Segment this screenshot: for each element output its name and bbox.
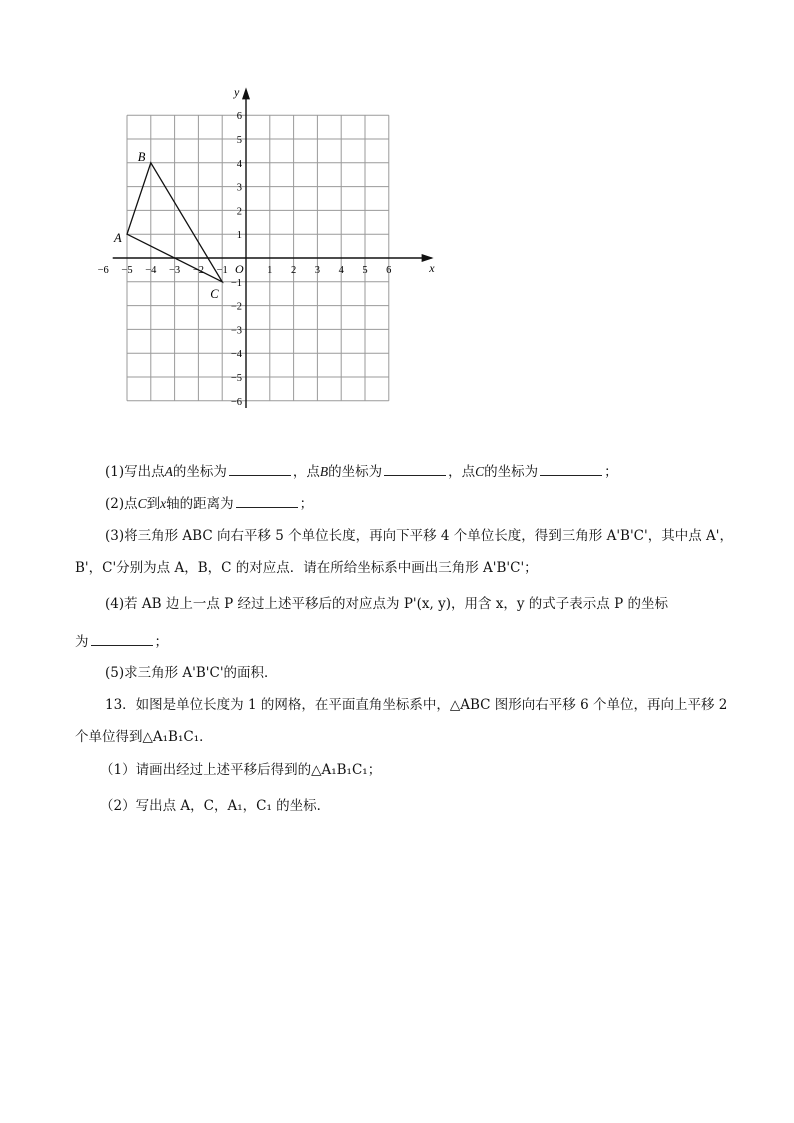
y-tick-label: −6 [230,396,242,408]
x-tick-label: −5 [121,265,133,276]
y-axis-label: y [234,85,240,100]
problem-13-sub-2: （2）写出点 A，C，A₁，C₁ 的坐标． [100,798,331,814]
question-3-line-1: (3)将三角形 ABC 向右平移 5 个单位长度，再向下平移 4 个单位长度，得到三角形 A'B'C'，其中点 A'， [105,528,733,544]
question-2 [105,494,313,514]
q1-point-b: B [319,464,329,479]
problem-13-line-2: 个单位得到△A₁B₁C₁． [75,729,213,745]
problem-13-sub-1: （1）请画出经过上述平移后得到的△A₁B₁C₁； [100,762,382,778]
y-tick-label: 1 [236,230,242,242]
vertex-label-c: C [210,286,219,301]
answer-blank[interactable] [236,494,298,508]
q2-text-e: 轴的距离为 [166,496,234,512]
y-tick-label: 2 [236,206,242,218]
x-tick-label: 2 [290,265,297,276]
question-5: (5)求三角形 A'B'C'的面积． [105,665,278,681]
q1-point-c: C [475,464,485,479]
x-tick-label: −6 [97,265,109,276]
answer-blank[interactable] [384,462,446,476]
x-tick-label: −1 [216,265,228,276]
q2-text-a: (2)点 [105,496,138,512]
question-4-line-2 [75,632,168,652]
answer-blank[interactable] [91,632,153,646]
x-tick-label: −2 [192,265,204,276]
question-1 [105,462,618,482]
q1-text-f: 的坐标为 [328,464,383,480]
q4-text-a: 为 [75,634,89,650]
q1-text-j: ； [604,464,618,480]
x-tick-label: 3 [314,265,321,276]
q1-text-i: 的坐标为 [484,464,539,480]
answer-blank[interactable] [540,462,602,476]
x-tick-label: 5 [362,265,368,276]
q1-text-c: 的坐标为 [172,464,227,480]
q1-text-d: ，点 [292,464,320,480]
y-tick-label: 5 [236,135,242,146]
y-tick-label: 4 [236,158,242,170]
origin-label: O [235,262,244,276]
question-3-line-2: B'，C'分别为点 A，B，C 的对应点．请在所给坐标系中画出三角形 A'B'C'； [75,560,538,576]
q2-point-c: C [137,496,147,511]
q1-text-a: (1)写出点 [105,464,165,480]
q4-text-b: ； [154,634,168,650]
question-4-line-1: (4)若 AB 边上一点 P 经过上述平移后的对应点为 P'(x, y)，用含 x，y 的式子表示点 P 的坐标 [105,596,668,612]
answer-blank[interactable] [229,462,291,476]
y-axis-arrow [242,87,250,99]
y-tick-label: −3 [230,325,242,337]
q2-text-f: ； [299,496,314,512]
x-tick-label: 6 [386,265,392,276]
y-tick-label: 3 [236,182,242,194]
problem-13-line-1: 13．如图是单位长度为 1 的网格，在平面直角坐标系中，△ABC 图形向右平移 6 个单位，再向上平移 2 [105,697,728,713]
x-tick-label: −3 [169,265,181,276]
coordinate-figure [97,85,440,442]
y-tick-label: −2 [230,301,242,313]
y-tick-label: −5 [230,373,242,384]
q2-x-var: x [160,496,167,511]
q1-point-a: A [164,464,173,479]
x-tick-label: 4 [338,265,344,276]
q1-text-g: ，点 [448,464,476,480]
q2-text-c: 到 [146,496,161,512]
x-tick-label: 1 [267,265,273,276]
vertex-label-b: B [137,149,146,164]
x-tick-label: −4 [145,265,157,276]
vertex-label-a: A [114,231,122,246]
y-tick-label: −1 [230,277,242,289]
x-axis-label: x [429,261,435,275]
coordinate-grid [97,85,440,442]
y-tick-label: −4 [230,349,242,361]
y-tick-label: 6 [236,111,242,123]
